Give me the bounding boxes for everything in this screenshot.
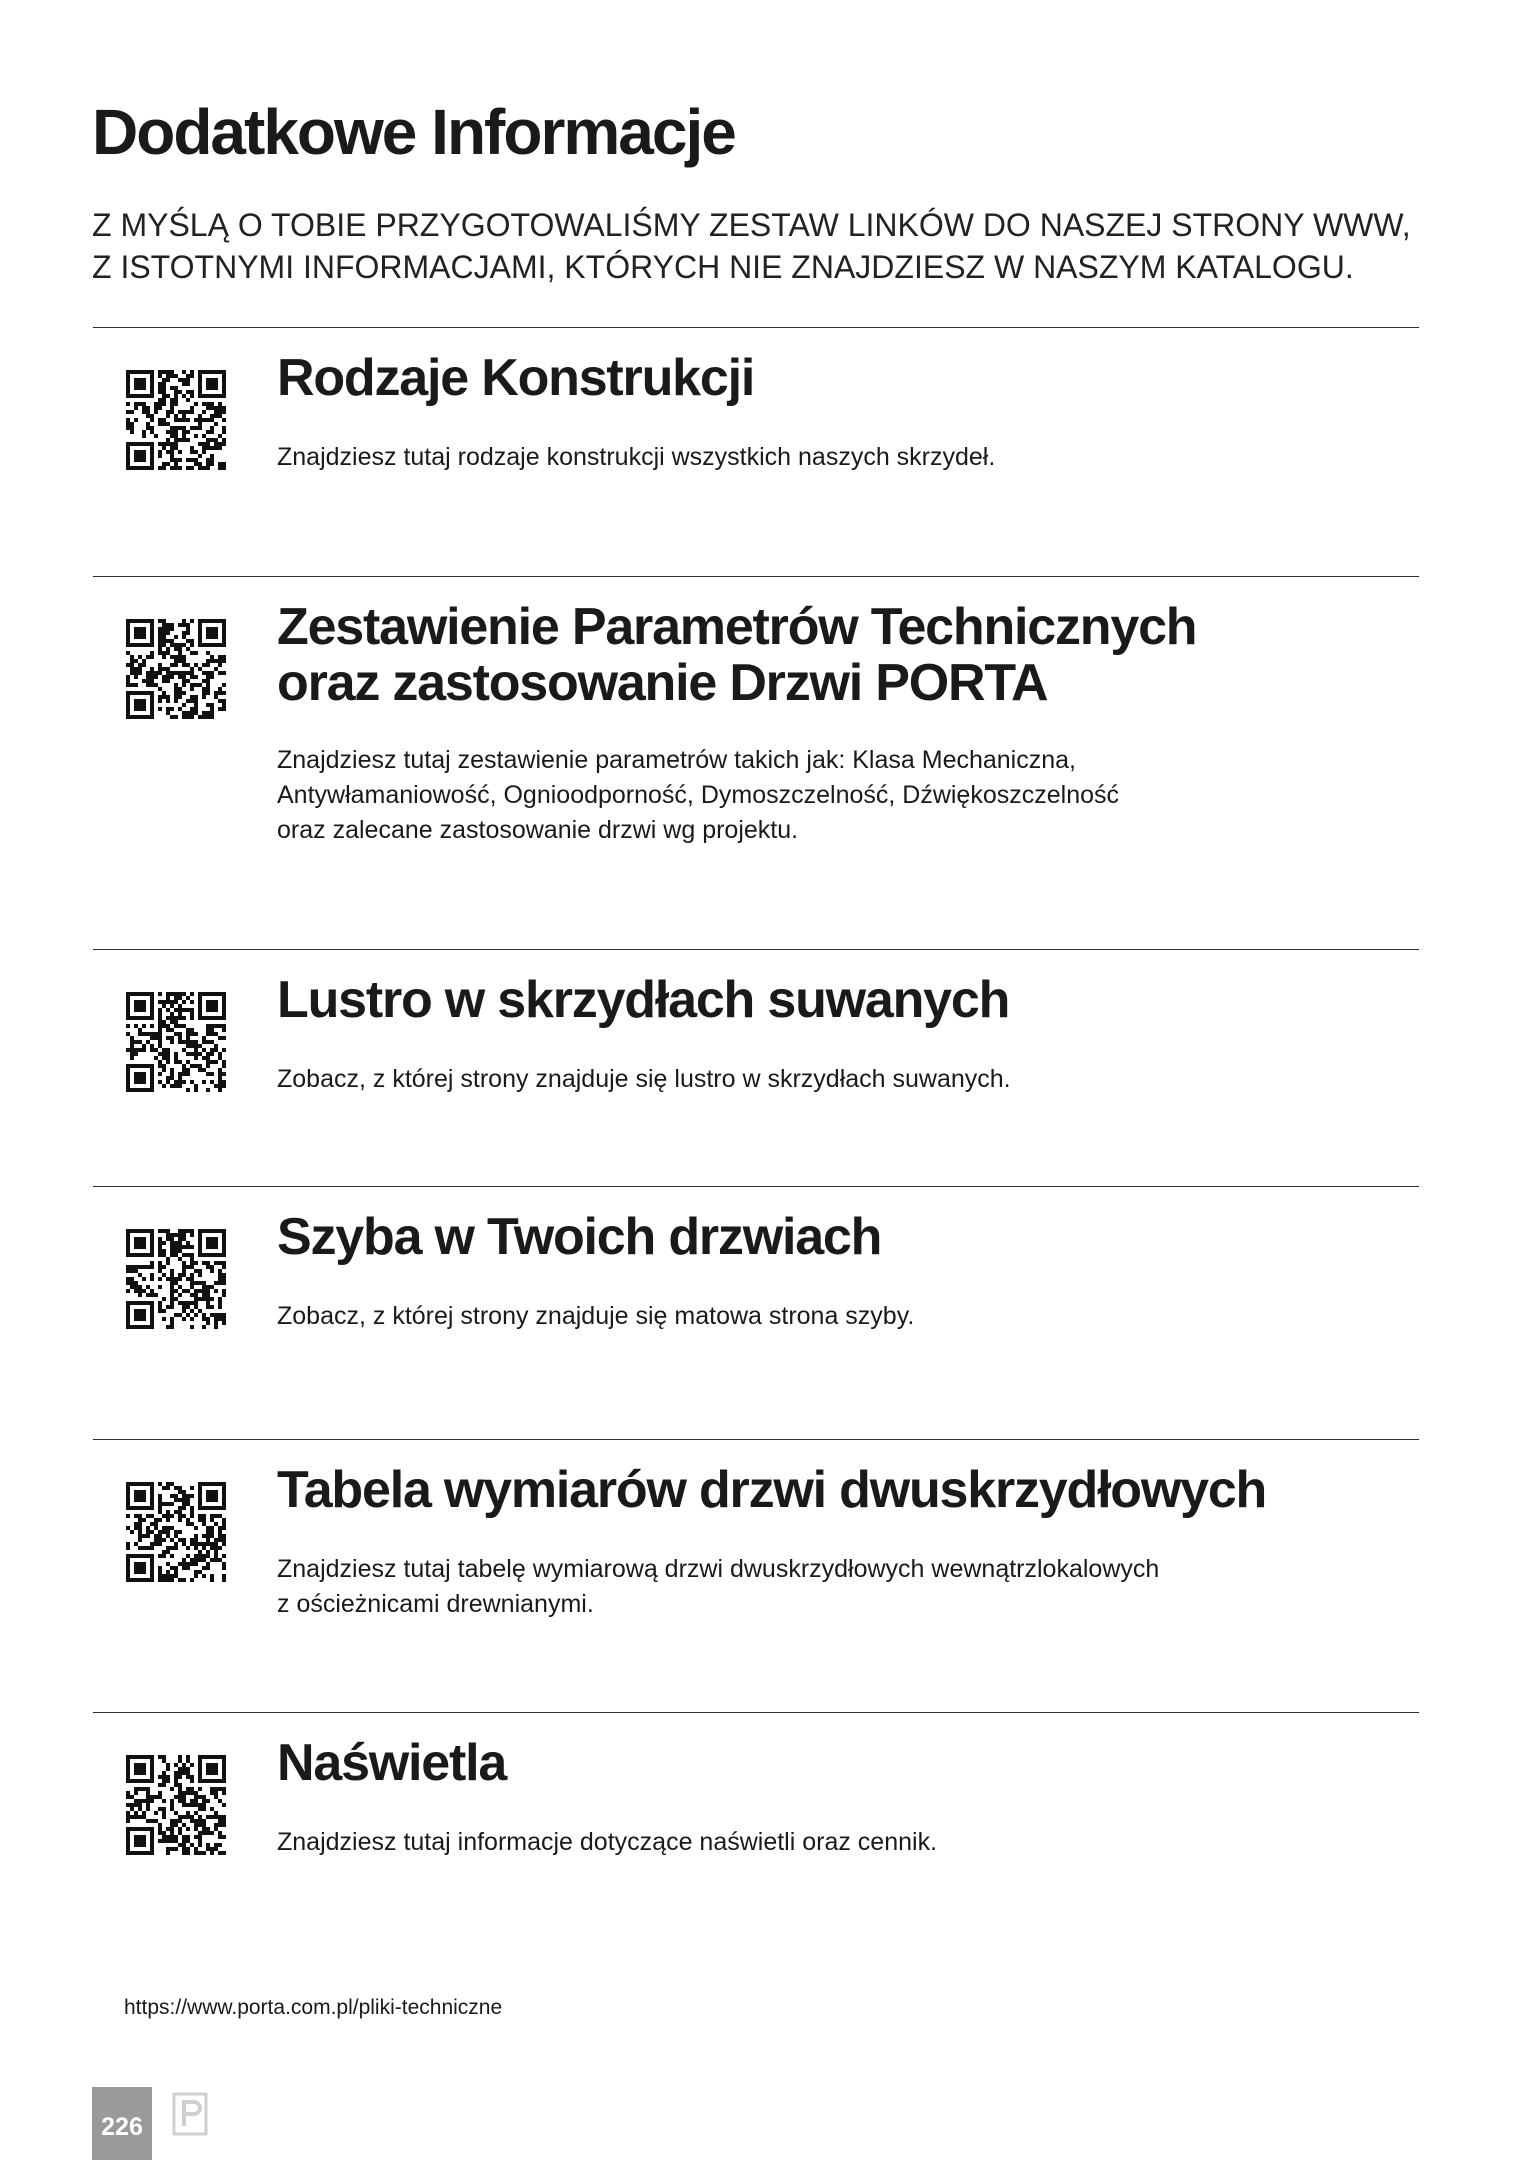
- qr-code-icon[interactable]: [126, 1482, 226, 1582]
- porta-logo-icon: [172, 2092, 208, 2136]
- section-description: Znajdziesz tutaj informacje dotyczące naświetli oraz cennik.: [277, 1828, 938, 1856]
- section-description: Zobacz, z której strony znajduje się lustro w skrzydłach suwanych.: [277, 1065, 1011, 1093]
- section-title: Rodzaje Konstrukcji: [277, 349, 755, 407]
- section-title: Szyba w Twoich drzwiach: [277, 1208, 882, 1266]
- section-title: Naświetla: [277, 1734, 507, 1792]
- section-description: Znajdziesz tutaj rodzaje konstrukcji wszystkich naszych skrzydeł.: [277, 443, 996, 471]
- intro-text: [92, 204, 1432, 288]
- section-naswietla: [93, 1712, 1419, 1933]
- section-description: Zobacz, z której strony znajduje się matowa strona szyby.: [277, 1302, 915, 1330]
- section-description: Znajdziesz tutaj tabelę wymiarową drzwi dwuskrzydłowych wewnątrzlokalowych z ościeżnicami drewnianymi.: [277, 1555, 1160, 1618]
- section-szyba: [93, 1186, 1419, 1439]
- qr-code-icon[interactable]: [126, 992, 226, 1092]
- section-title: Lustro w skrzydłach suwanych: [277, 971, 1010, 1029]
- section-parametry-techniczne: [93, 576, 1419, 949]
- qr-code-icon[interactable]: [126, 370, 226, 470]
- section-title: Zestawienie Parametrów Technicznych oraz zastosowanie Drzwi PORTA: [277, 598, 1197, 712]
- page-title: Dodatkowe Informacje: [92, 96, 735, 168]
- page-number: 226: [92, 2087, 152, 2160]
- section-tabela-wymiarow: [93, 1439, 1419, 1712]
- section-rodzaje-konstrukcji: [93, 327, 1419, 576]
- footer-url-link[interactable]: https://www.porta.com.pl/pliki-techniczne: [124, 1996, 503, 2019]
- qr-code-icon[interactable]: [126, 1755, 226, 1855]
- intro-line: Z MYŚLĄ O TOBIE PRZYGOTOWALIŚMY ZESTAW LINKÓW DO NASZEJ STRONY WWW,: [92, 207, 1411, 243]
- section-lustro: [93, 949, 1419, 1186]
- qr-code-icon[interactable]: [126, 619, 226, 719]
- section-title: Tabela wymiarów drzwi dwuskrzydłowych: [277, 1461, 1267, 1519]
- intro-line: Z ISTOTNYMI INFORMACJAMI, KTÓRYCH NIE ZNAJDZIESZ W NASZYM KATALOGU.: [92, 249, 1354, 285]
- section-description: Znajdziesz tutaj zestawienie parametrów takich jak: Klasa Mechaniczna, Antywłamaniowość, Ognioodporność, Dymoszczelność, Dźwiękoszczelność oraz zalecane zastosowanie drzwi wg projektu.: [277, 746, 1120, 844]
- qr-code-icon[interactable]: [126, 1229, 226, 1329]
